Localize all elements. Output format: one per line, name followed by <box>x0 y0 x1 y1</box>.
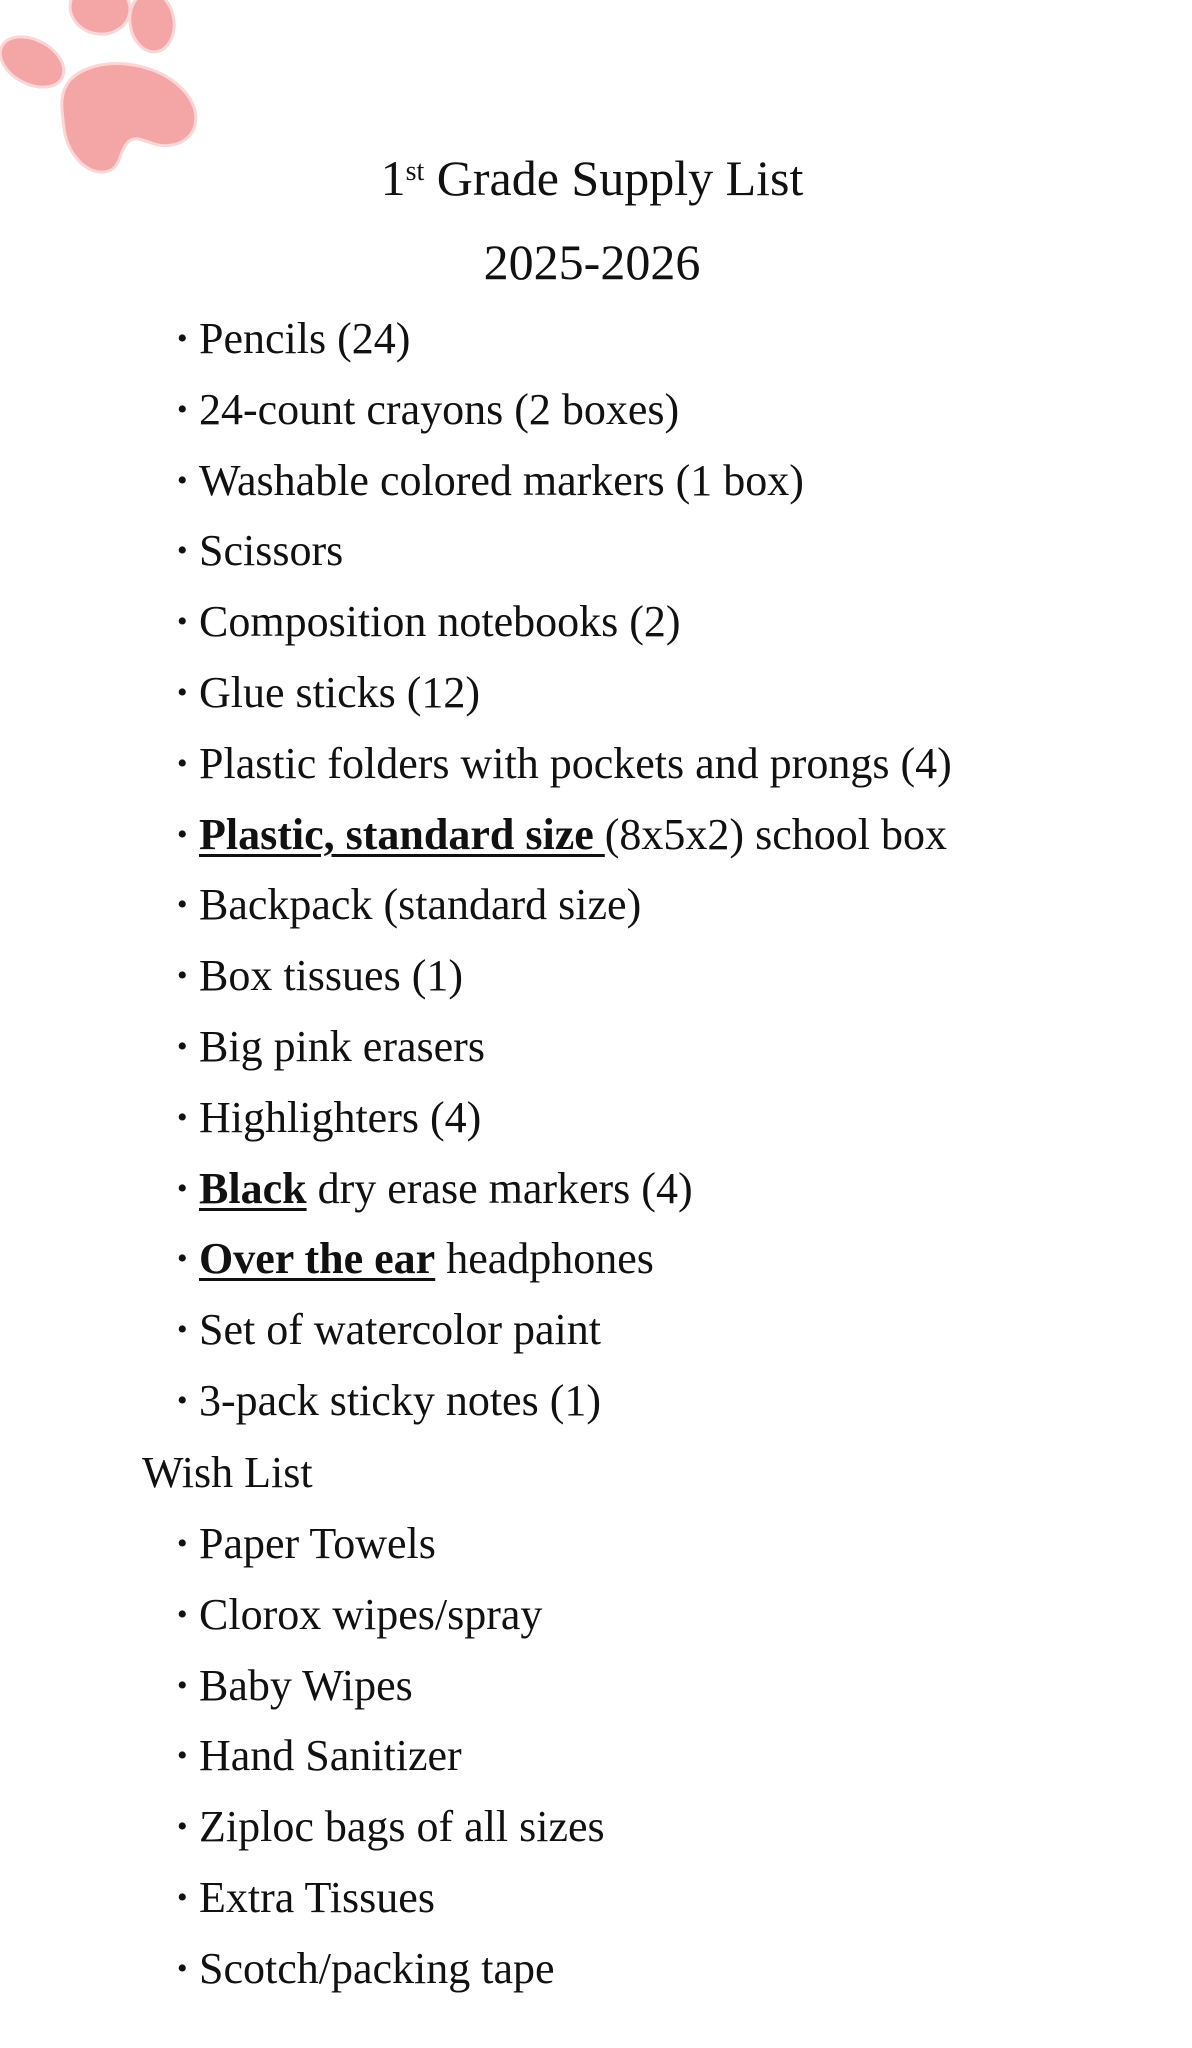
wish-list-item <box>0 1721 605 1792</box>
wish-list <box>0 1509 605 2005</box>
bullet-icon: • <box>177 1242 188 1276</box>
supply-list <box>0 304 952 1437</box>
bullet-icon: • <box>177 959 188 993</box>
item-text: (8x5x2) school box <box>604 809 947 859</box>
bullet-icon: • <box>177 817 188 851</box>
wish-list-item <box>0 1651 605 1722</box>
bullet-icon: • <box>177 1171 188 1205</box>
item-emphasis: Over the ear <box>199 1234 436 1284</box>
bullet-icon: • <box>177 675 188 709</box>
bullet-icon: • <box>177 392 188 426</box>
supply-item <box>0 1366 952 1437</box>
item-text: Set of watercolor paint <box>199 1305 601 1355</box>
supply-item <box>0 1012 952 1083</box>
item-text: Clorox wipes/spray <box>199 1589 543 1639</box>
title-superscript: st <box>405 156 425 187</box>
item-text: Plastic folders with pockets and prongs (4) <box>199 738 952 788</box>
item-text: Big pink erasers <box>199 1021 485 1071</box>
item-text: Composition notebooks (2) <box>199 597 681 647</box>
wish-list-item <box>0 1509 605 1580</box>
supply-item <box>0 1154 952 1225</box>
bullet-icon: • <box>177 605 188 639</box>
supply-item <box>0 1083 952 1154</box>
bullet-icon: • <box>177 534 188 568</box>
item-text: 3-pack sticky notes (1) <box>199 1375 601 1425</box>
bullet-icon: • <box>177 322 188 355</box>
bullet-icon: • <box>177 888 188 922</box>
supply-item <box>0 516 952 587</box>
item-text: Scissors <box>199 526 344 576</box>
item-emphasis: Black <box>199 1163 307 1213</box>
title-number: 1 <box>380 150 406 206</box>
supply-item <box>0 729 952 800</box>
item-text: 24-count crayons (2 boxes) <box>199 384 680 434</box>
item-text: Extra Tissues <box>199 1872 435 1922</box>
item-text: headphones <box>435 1234 654 1284</box>
school-year: 2025-2026 <box>483 234 701 290</box>
supply-item <box>0 375 952 446</box>
supply-item <box>0 870 952 941</box>
bullet-icon: • <box>177 1029 188 1063</box>
item-text: Box tissues (1) <box>199 951 463 1001</box>
supply-item <box>0 941 952 1012</box>
wish-list-item <box>0 1934 605 2005</box>
supply-item <box>0 658 952 729</box>
bullet-icon: • <box>177 1951 188 1985</box>
item-text: Baby Wipes <box>199 1660 413 1710</box>
item-text: Ziploc bags of all sizes <box>199 1802 605 1852</box>
item-text: Washable colored markers (1 box) <box>199 455 804 505</box>
bullet-icon: • <box>177 1383 188 1417</box>
item-text: Paper Towels <box>199 1519 436 1568</box>
wish-list-heading: Wish List <box>142 1448 313 1497</box>
supply-item <box>0 1295 952 1366</box>
bullet-icon: • <box>177 1313 188 1347</box>
item-text: Highlighters (4) <box>199 1092 482 1142</box>
bullet-icon: • <box>177 1668 188 1702</box>
bullet-icon: • <box>177 746 188 780</box>
supply-item <box>0 304 952 375</box>
page-title <box>0 148 1188 208</box>
bullet-icon: • <box>177 1597 188 1631</box>
bullet-icon: • <box>177 1880 188 1914</box>
wish-list-item <box>0 1863 605 1934</box>
supply-item <box>0 1224 952 1295</box>
wish-list-item <box>0 1792 605 1863</box>
bullet-icon: • <box>177 1810 188 1844</box>
bullet-icon: • <box>177 1739 188 1773</box>
supply-item <box>0 800 952 871</box>
bullet-icon: • <box>177 463 188 497</box>
supply-item <box>0 446 952 517</box>
paw-toe <box>126 0 178 55</box>
item-text: Glue sticks (12) <box>199 667 481 717</box>
title-text: Grade Supply List <box>424 150 804 206</box>
item-emphasis: Plastic, standard size <box>199 809 605 859</box>
wish-list-item <box>0 1580 605 1651</box>
paw-toe <box>66 0 134 39</box>
item-text: Scotch/packing tape <box>199 1943 555 1993</box>
item-text: Hand Sanitizer <box>199 1731 462 1781</box>
paw-toe <box>0 27 72 98</box>
bullet-icon: • <box>177 1527 188 1560</box>
item-text: Backpack (standard size) <box>199 880 642 930</box>
bullet-icon: • <box>177 1100 188 1134</box>
item-text: Pencils (24) <box>199 314 411 363</box>
item-text: dry erase markers (4) <box>306 1163 693 1213</box>
supply-item <box>0 587 952 658</box>
